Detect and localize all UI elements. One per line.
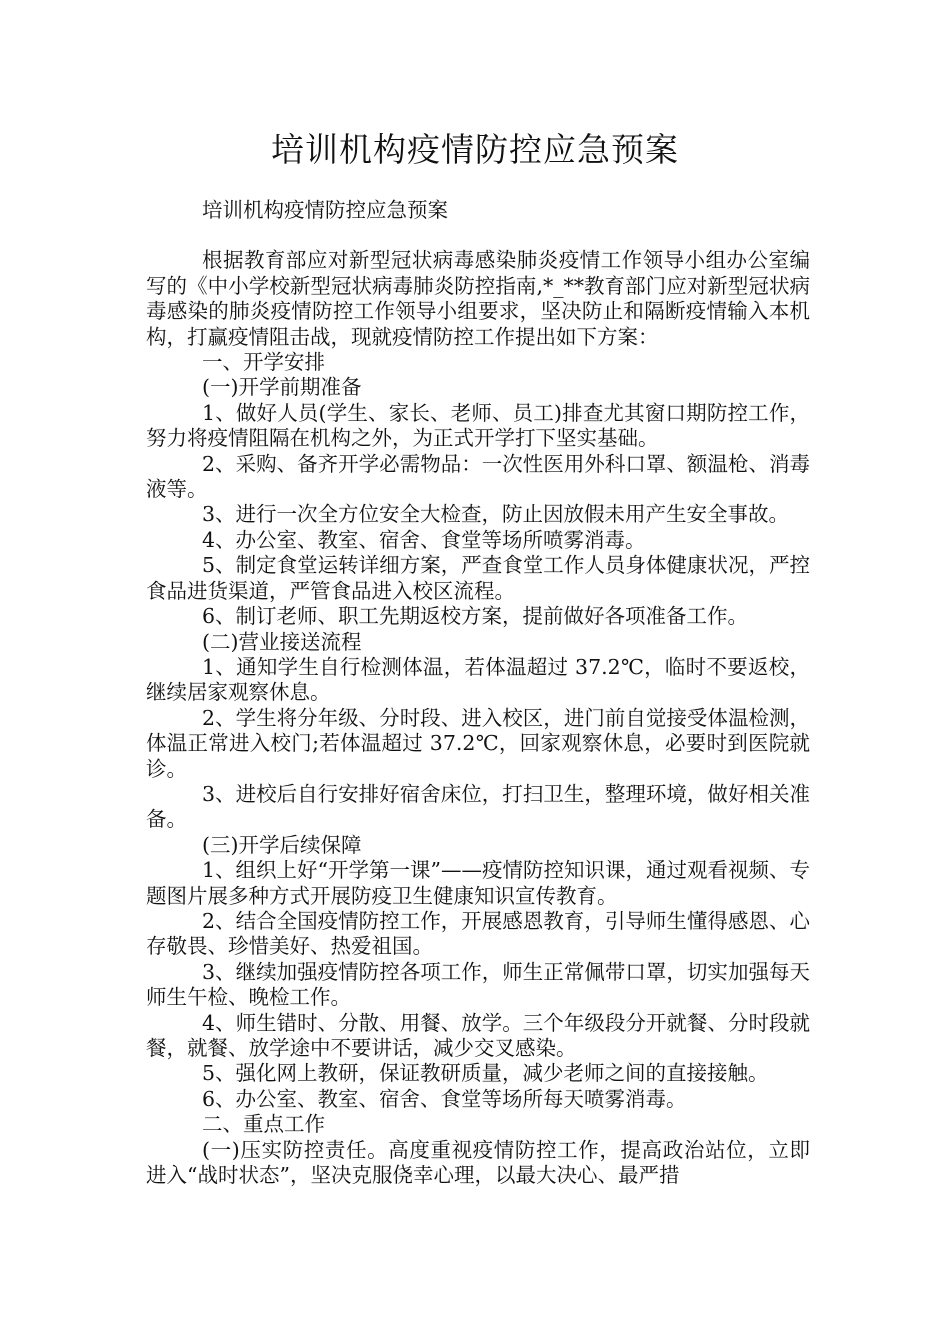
document-title: 培训机构疫情防控应急预案	[271, 130, 679, 169]
list-item: 5、强化网上教研，保证教研质量，减少老师之间的直接接触。	[202, 1061, 769, 1086]
subsection-heading-1-3: (三)开学后续保障	[202, 832, 362, 857]
list-item: 2、结合全国疫情防控工作，开展感恩教育，引导师生懂得感恩、心存敬畏、珍惜美好、热爱祖国。	[146, 908, 810, 959]
list-item: 3、继续加强疫情防控各项工作，师生正常佩带口罩，切实加强每天师生午检、晚检工作。	[146, 959, 810, 1010]
list-item: (一)压实防控责任。高度重视疫情防控工作，提高政治站位，立即进入“战时状态”，坚决克服侥幸心理，以最大决心、最严措	[146, 1137, 810, 1188]
list-item: 2、采购、备齐开学必需物品：一次性医用外科口罩、额温枪、消毒液等。	[146, 451, 810, 502]
section-heading-2: 二、重点工作	[202, 1112, 325, 1137]
document-subtitle: 培训机构疫情防控应急预案	[202, 198, 448, 222]
list-item: 6、办公室、教室、宿舍、食堂等场所每天喷雾消毒。	[202, 1086, 687, 1111]
list-item: 4、师生错时、分散、用餐、放学。三个年级段分开就餐、分时段就餐，就餐、放学途中不要讲话，减少交叉感染。	[146, 1010, 810, 1060]
list-item: 2、学生将分年级、分时段、进入校区，进门前自觉接受体温检测，体温正常进入校门;若体温超过 37.2℃，回家观察休息，必要时到医院就诊。	[146, 705, 810, 781]
list-item: 4、办公室、教室、宿舍、食堂等场所喷雾消毒。	[202, 527, 646, 552]
list-item: 1、通知学生自行检测体温，若体温超过 37.2℃，临时不要返校，继续居家观察休息。	[146, 654, 810, 705]
list-item: 1、做好人员(学生、家长、老师、员工)排查尤其窗口期防控工作，努力将疫情阻隔在机构之外，为正式开学打下坚实基础。	[146, 400, 810, 451]
section-heading-1: 一、开学安排	[202, 350, 325, 375]
list-item: 5、制定食堂运转详细方案，严查食堂工作人员身体健康状况，严控食品进货渠道，严管食品进入校区流程。	[146, 553, 810, 603]
list-item: 3、进行一次全方位安全大检查，防止因放假未用产生安全事故。	[202, 502, 790, 527]
list-item: 1、组织上好“开学第一课”——疫情防控知识课，通过观看视频、专题图片展多种方式开展防疫卫生健康知识宣传教育。	[146, 858, 811, 908]
list-item: 6、制订老师、职工先期返校方案，提前做好各项准备工作。	[202, 604, 749, 629]
subsection-heading-1-1: (一)开学前期准备	[202, 375, 362, 400]
document-body	[146, 198, 810, 1188]
list-item: 3、进校后自行安排好宿舍床位，打扫卫生，整理环境，做好相关准备。	[146, 781, 810, 832]
intro-paragraph: 根据教育部应对新型冠状病毒感染肺炎疫情工作领导小组办公室编写的《中小学校新型冠状病毒肺炎防控指南,*_**教育部门应对新型冠状病毒感染的肺炎疫情防控工作领导小组要求，坚决防止和隔断疫情输入本机构，打赢疫情阻击战，现就疫情防控工作提出如下方案：	[146, 248, 810, 349]
subsection-heading-1-2: (二)营业接送流程	[202, 629, 362, 654]
